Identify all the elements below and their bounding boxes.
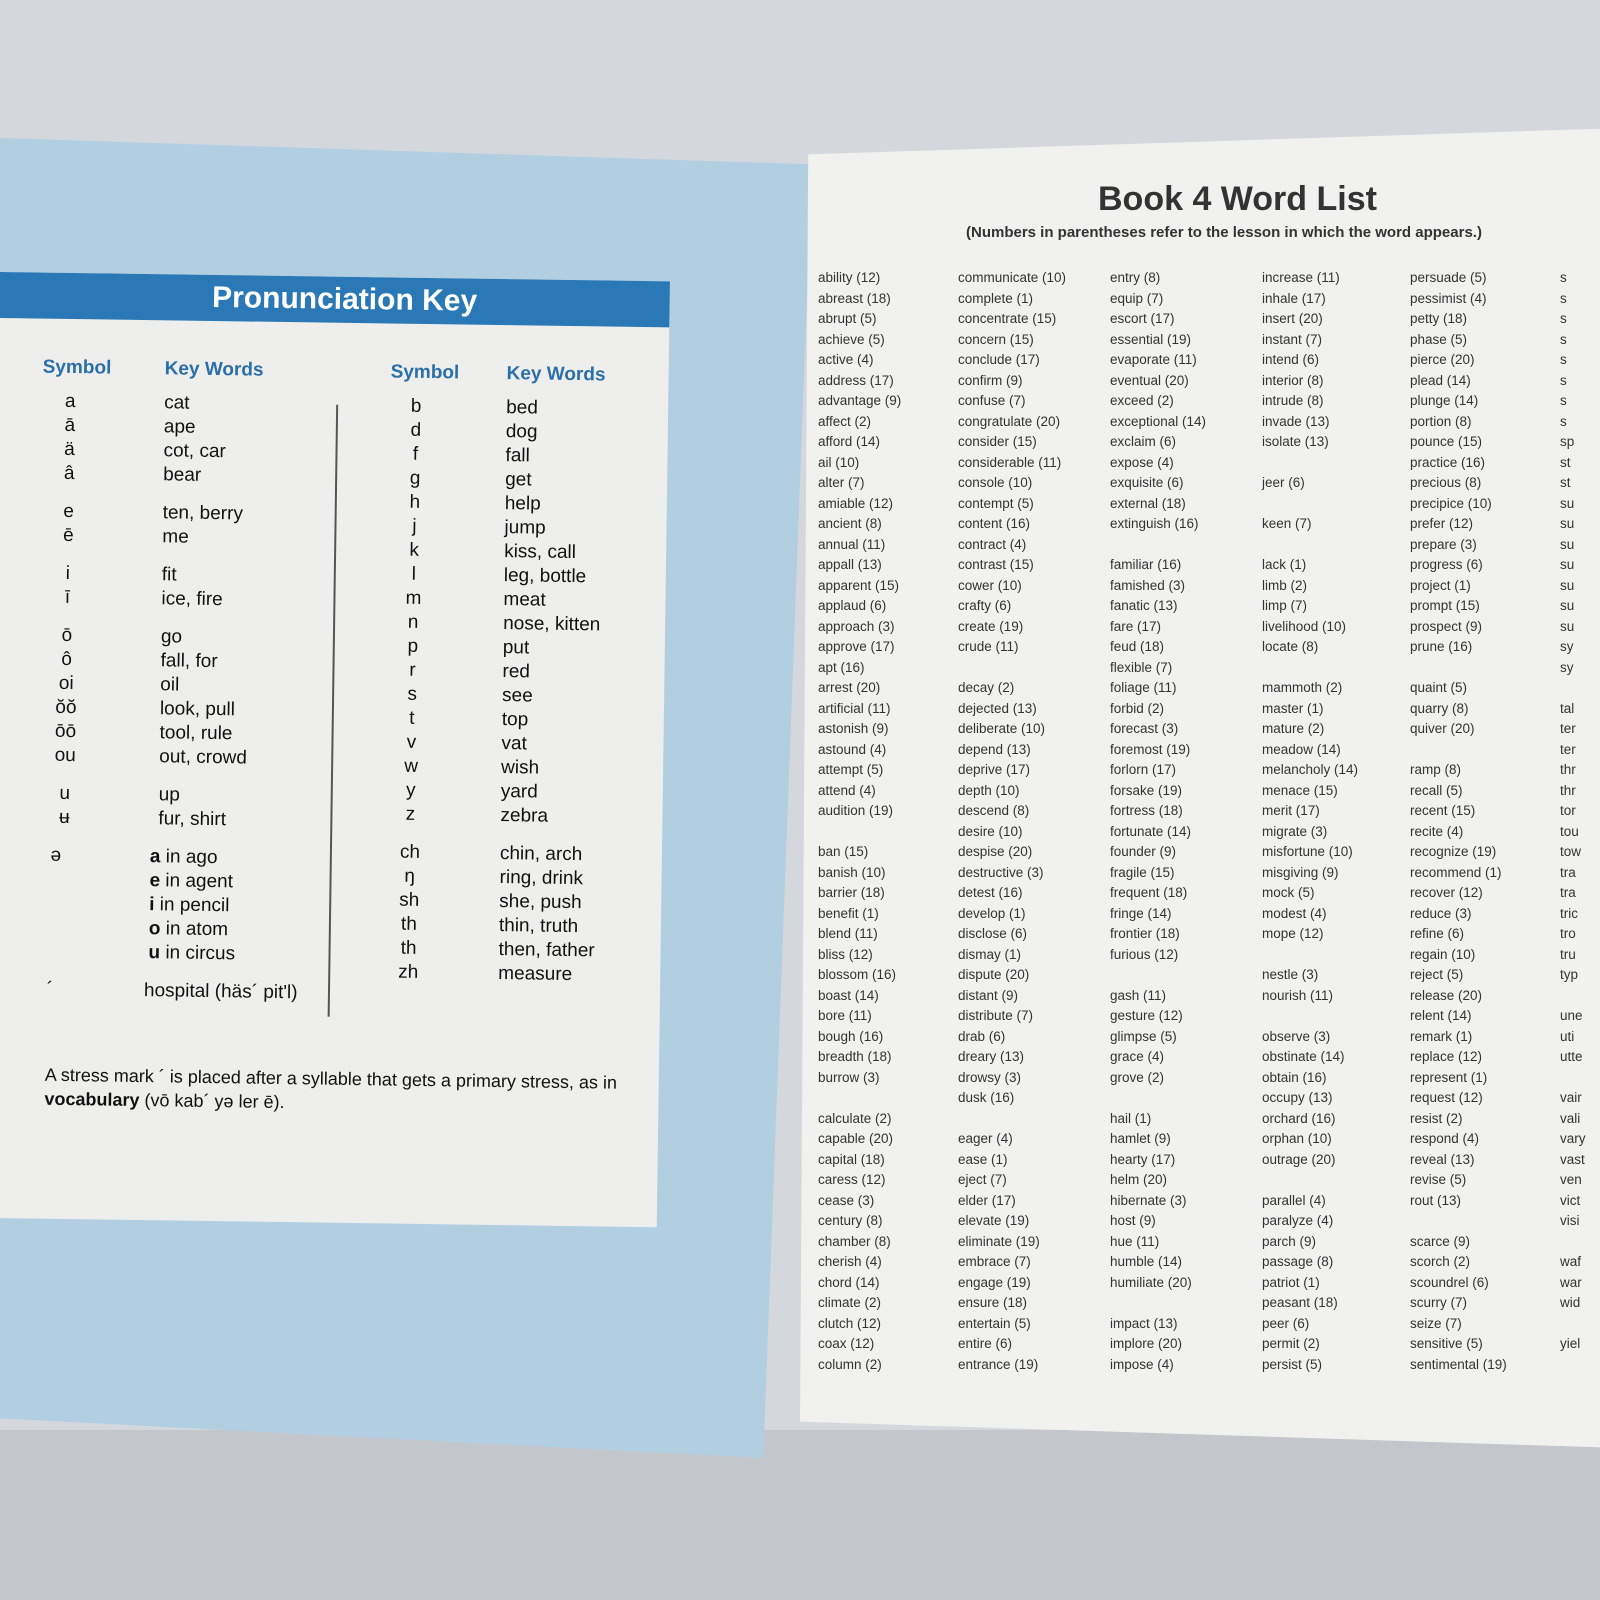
keywords-header-left: Key Words — [164, 358, 264, 381]
pron-symbol: w — [404, 755, 419, 777]
pron-keyword: thin, truth — [498, 915, 579, 938]
pron-symbol: v — [406, 731, 417, 753]
pron-symbol: z — [405, 803, 416, 825]
pron-symbol: f — [412, 443, 419, 465]
pron-symbol: ô — [61, 648, 73, 671]
pron-symbol: ō — [61, 624, 73, 647]
pron-keyword: up — [158, 784, 181, 806]
pron-keyword: fall — [505, 445, 530, 467]
pron-symbol: s — [407, 683, 418, 705]
schwa-example: o in atom — [148, 918, 229, 941]
pron-keyword: meat — [503, 589, 546, 611]
word-list-column: persuade (5) pessimist (4) petty (18) phase (5) pierce (20) plead (14) plunge (14) portion (8) pounce (15) practice (16) precious (8) precipice (10) prefer (12) prepare (3) progress (6) project (1) prompt (15) prospect (9) prune (16) quaint (5) quarry (8) quiver (20) ramp (8) recall (5) recent (15) recite (4) recognize (19) recommend (1) recover (12) reduce (3) refine (6) regain (10) reject (5) release (20) relent (14) remark (1) replace (12) represent (1) request (12) resist (2) respond (4) reveal (13) revise (5) rout (13) scarce (9) scorch (2) scoundrel (6) scurry (7) seize (7) sensitive (5) sentimental (19) — [1410, 270, 1507, 1372]
pron-symbol: oi — [58, 672, 74, 695]
pron-symbol: ē — [62, 524, 74, 547]
word-list-column: communicate (10) complete (1) concentrate (15) concern (15) conclude (17) confirm (9) confuse (7) congratulate (20) consider (15) considerable (11) console (10) contempt (5) content (16) contract (4) contrast (15) cower (10) crafty (6) create (19) crude (11) decay (2) dejected (13) deliberate (10) depend (13) deprive (17) depth (10) descend (8) desire (10) despise (20) destructive (3) detest (16) develop (1) disclose (6) dismay (1) dispute (20) distant (9) distribute (7) drab (6) dreary (13) drowsy (3) dusk (16) eager (4) ease (1) eject (7) elder (17) elevate (19) eliminate (19) embrace (7) engage (19) ensure (18) entertain (5) entire (6) entrance (19) — [958, 270, 1067, 1372]
stress-symbol: ´ — [46, 978, 54, 1000]
pron-keyword: cat — [164, 392, 190, 414]
pron-keyword: bear — [163, 464, 202, 486]
pron-keyword: nose, kitten — [502, 613, 601, 636]
pron-symbol: g — [409, 467, 421, 489]
pron-symbol: k — [409, 539, 420, 561]
pron-keyword: wish — [500, 757, 540, 779]
pron-keyword: cot, car — [163, 440, 226, 463]
pron-keyword: she, push — [499, 891, 582, 914]
word-list-title: Book 4 Word List — [1098, 180, 1377, 218]
pron-keyword: vat — [501, 733, 527, 755]
pron-symbol: th — [400, 913, 418, 935]
pron-keyword: fur, shirt — [158, 808, 227, 831]
word-list-column: entry (8) equip (7) escort (17) essential (19) evaporate (11) eventual (20) exceed (2) exceptional (14) exclaim (6) expose (4) exquisite (6) external (18) extinguish (16) familiar (16) famished (3) fanatic (13) fare (17) feud (18) flexible (7) foliage (11) forbid (2) forecast (3) foremost (19) forlorn (17) forsake (19) fortress (18) fortunate (14) founder (9) fragile (15) frequent (18) fringe (14) frontier (18) furious (12) gash (11) gesture (12) glimpse (5) grace (4) grove (2) hail (1) hamlet (9) hearty (17) helm (20) hibernate (3) host (9) hue (11) humble (14) humiliate (20) impact (13) implore (20) impose (4) — [1110, 270, 1207, 1372]
pron-keyword: ring, drink — [499, 867, 584, 890]
word-list-column: increase (11) inhale (17) insert (20) instant (7) intend (6) interior (8) intrude (8) invade (13) isolate (13) jeer (6) keen (7) lack (1) limb (2) limp (7) livelihood (10) locate (8) mammoth (2) master (1) mature (2) meadow (14) melancholy (14) menace (15) merit (17) migrate (3) misfortune (10) misgiving (9) mock (5) modest (4) mope (12) nestle (3) nourish (11) observe (3) obstinate (14) obtain (16) occupy (13) orchard (16) orphan (10) outrage (20) parallel (4) paralyze (4) parch (9) passage (8) patriot (1) peasant (18) peer (6) permit (2) persist (5) — [1262, 270, 1359, 1372]
pron-keyword: zebra — [500, 805, 549, 827]
background-table — [0, 1430, 1600, 1600]
pron-keyword: go — [160, 626, 183, 648]
pron-keyword: fall, for — [160, 650, 218, 673]
stress-example: hospital (häs´ pit'l) — [143, 980, 298, 1004]
pron-symbol: m — [405, 587, 422, 609]
pron-symbol: zh — [398, 961, 419, 983]
pron-symbol: l — [411, 563, 417, 585]
pron-symbol: y — [405, 779, 416, 801]
schwa-example: a in ago — [149, 846, 218, 869]
pron-keyword: ice, fire — [161, 588, 223, 611]
schwa-example: u in circus — [148, 942, 236, 965]
schwa-symbol: ə — [50, 844, 62, 866]
pron-keyword: out, crowd — [159, 746, 248, 769]
word-list-subtitle: (Numbers in parentheses refer to the lesson in which the word appears.) — [966, 224, 1482, 241]
pron-symbol: ā — [64, 414, 76, 437]
pron-keyword: ten, berry — [162, 502, 244, 525]
keywords-header-right: Key Words — [506, 363, 606, 386]
pronunciation-key-title: Pronunciation Key — [0, 272, 670, 327]
pron-symbol: ŋ — [404, 865, 416, 887]
symbol-header-right: Symbol — [390, 361, 460, 384]
pron-symbol: ōō — [54, 720, 77, 743]
pron-keyword: tool, rule — [159, 722, 233, 745]
schwa-example: e in agent — [149, 870, 234, 893]
pron-symbol: ʉ — [58, 806, 70, 829]
pron-keyword: jump — [504, 517, 546, 539]
pron-symbol: n — [407, 611, 419, 633]
pron-symbol: a — [64, 390, 76, 413]
pron-keyword: help — [504, 493, 541, 515]
pron-symbol: r — [409, 659, 416, 681]
word-list-column: ability (12) abreast (18) abrupt (5) achieve (5) active (4) address (17) advantage (9) affect (2) afford (14) ail (10) alter (7) amiable (12) ancient (8) annual (11) appall (13) apparent (15) applaud (6) approach (3) approve (17) apt (16) arrest (20) artificial (11) astonish (9) astound (4) attempt (5) attend (4) audition (19) ban (15) banish (10) barrier (18) benefit (1) blend (11) bliss (12) blossom (16) boast (14) bore (11) bough (16) breadth (18) burrow (3) calculate (2) capable (20) capital (18) caress (12) cease (3) century (8) chamber (8) cherish (4) chord (14) climate (2) clutch (12) coax (12) column (2) — [818, 270, 902, 1372]
pron-keyword: oil — [160, 674, 180, 696]
word-list-column: s s s s s s s s sp st st su su su su su su su sy sy tal ter ter thr thr tor tou tow tra tra tric tro tru typ une uti utte vair vali vary vast ven vict visi waf war wid yiel — [1560, 270, 1586, 1351]
pron-symbol: ī — [64, 586, 71, 609]
pron-symbol: â — [63, 462, 75, 485]
pron-keyword: then, father — [498, 939, 595, 962]
pron-keyword: measure — [498, 963, 573, 986]
pron-keyword: get — [505, 469, 532, 491]
pron-symbol: t — [409, 707, 415, 729]
pronunciation-key-card — [0, 272, 670, 1227]
pron-symbol: p — [407, 635, 419, 657]
pron-keyword: put — [502, 637, 530, 659]
pron-symbol: ŏŏ — [55, 696, 77, 719]
pron-symbol: ä — [64, 438, 75, 461]
pron-symbol: h — [409, 491, 421, 513]
pron-keyword: leg, bottle — [503, 565, 587, 588]
pron-keyword: chin, arch — [499, 843, 583, 866]
pron-keyword: look, pull — [159, 698, 236, 721]
stress-note: A stress mark ´ is placed after a syllable that gets a primary stress, as in vocabulary (vō kab´ yə ler ē). — [44, 1064, 618, 1113]
symbol-header-left: Symbol — [42, 356, 112, 379]
pron-symbol: j — [412, 515, 417, 537]
pron-symbol: u — [59, 782, 71, 805]
pron-keyword: yard — [500, 781, 538, 803]
column-divider — [328, 405, 339, 1017]
pron-symbol: b — [410, 395, 422, 417]
pron-keyword: me — [162, 526, 189, 548]
pron-symbol: th — [400, 937, 417, 959]
pron-keyword: top — [501, 709, 529, 731]
pron-keyword: see — [501, 685, 533, 707]
pron-keyword: dog — [505, 421, 538, 443]
pron-keyword: kiss, call — [503, 541, 577, 564]
schwa-example: i in pencil — [149, 894, 230, 917]
pron-keyword: ape — [163, 416, 196, 438]
pron-symbol: e — [63, 500, 75, 523]
pron-keyword: bed — [506, 397, 539, 419]
pron-symbol: ch — [399, 841, 421, 863]
pron-symbol: ou — [54, 744, 76, 767]
pron-keyword: fit — [161, 564, 177, 586]
pron-keyword: red — [502, 661, 531, 683]
pron-symbol: i — [65, 562, 71, 585]
pron-symbol: d — [410, 419, 422, 441]
pron-symbol: sh — [399, 889, 420, 911]
